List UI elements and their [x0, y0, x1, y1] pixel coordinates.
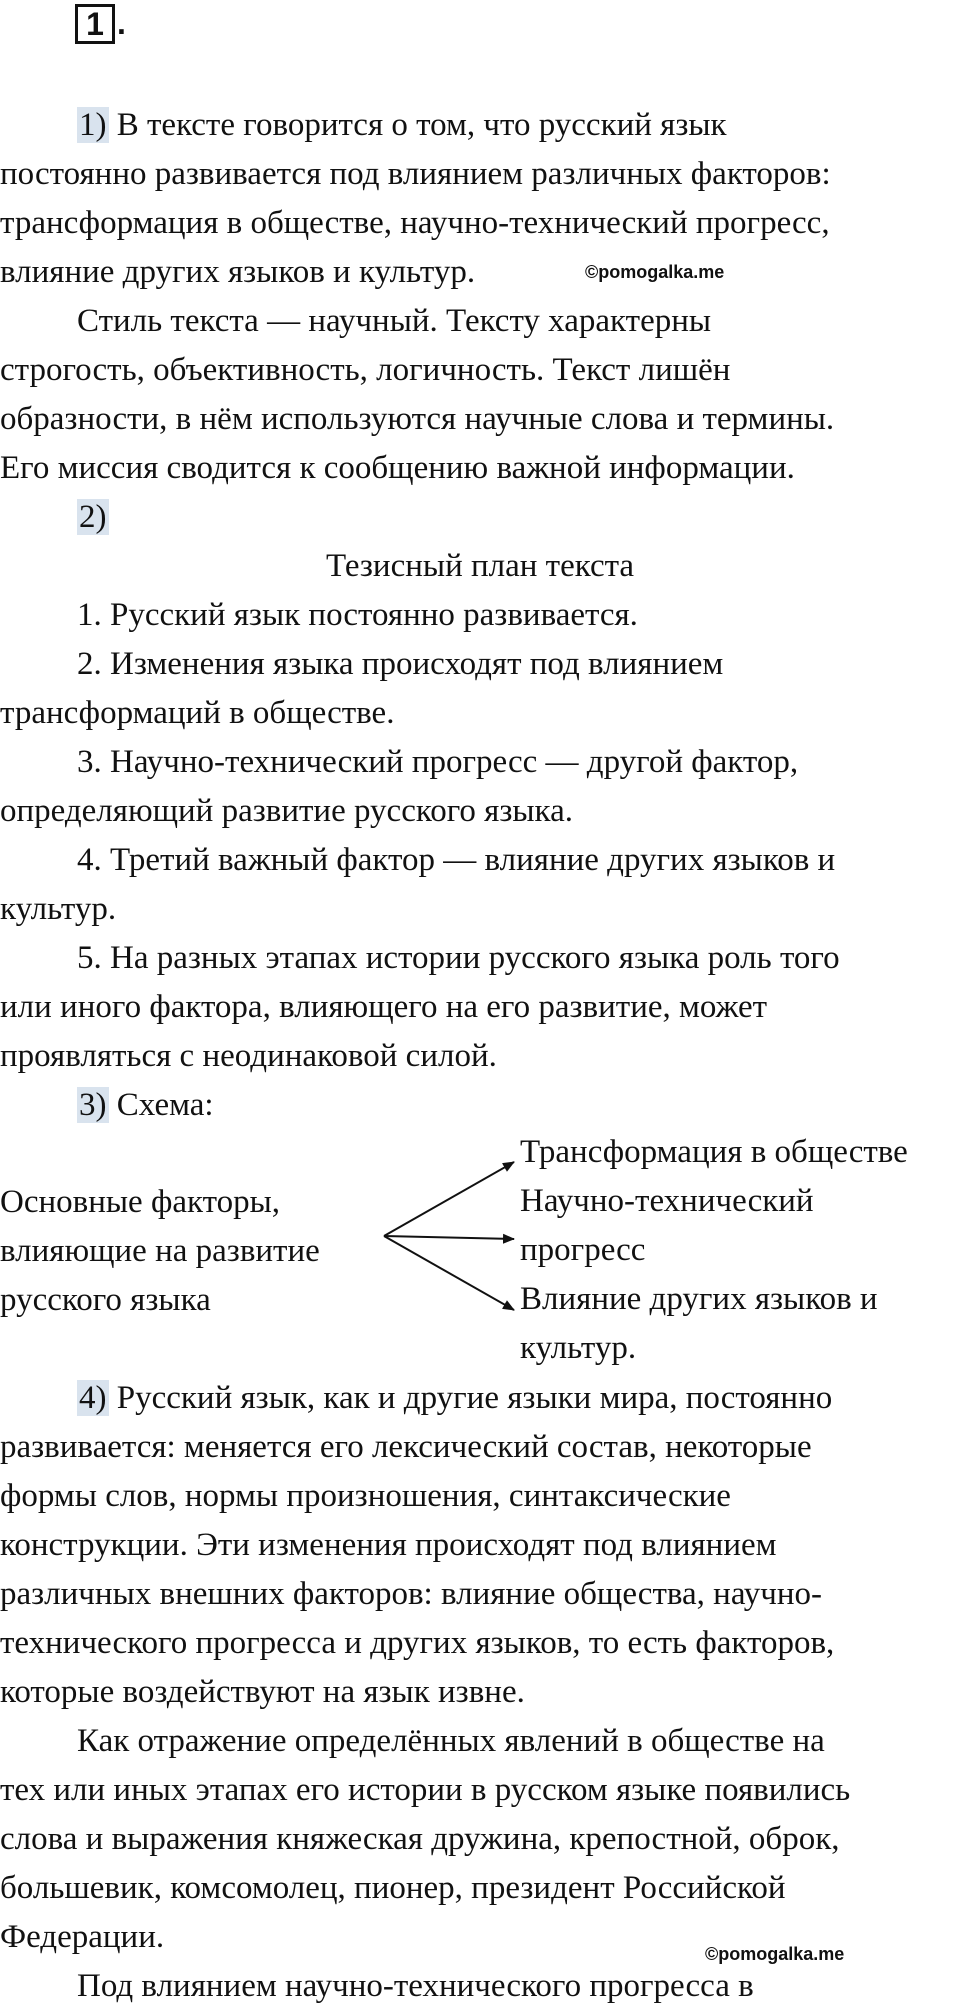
section-marker-4: 4) [79, 1380, 107, 1416]
text-line: технического прогресса и других языков, то есть факторов, [0, 1625, 835, 1661]
task-number: 1 [86, 6, 104, 42]
text-line: Его миссия сводится к сообщению важной информации. [0, 450, 795, 486]
task-number-box [75, 4, 115, 44]
text-line: Стиль текста — научный. Тексту характерны [77, 303, 712, 339]
text-line: 1) В тексте говорится о том, что русский язык [79, 107, 727, 143]
text-line: строгость, объективность, логичность. Текст лишён [0, 352, 731, 388]
text-line: различных внешних факторов: влияние общества, научно- [0, 1576, 823, 1612]
text-line: образности, в нём используются научные слова и термины. [0, 401, 835, 437]
scheme-target-line: прогресс [520, 1232, 646, 1268]
text-line [0, 1081, 960, 1130]
scheme-target-line: культур. [520, 1330, 637, 1366]
scheme [0, 1128, 960, 1373]
text-line: слова и выражения княжеская дружина, крепостной, оброк, [0, 1821, 840, 1857]
plan-item: 4. Третий важный фактор — влияние других языков и [77, 842, 836, 878]
section-marker-1: 1) [79, 107, 107, 143]
plan-item-cont: или иного фактора, влияющего на его развитие, может [0, 989, 768, 1025]
task-number-dot: . [117, 5, 126, 41]
plan-item: 1. Русский язык постоянно развивается. [77, 597, 638, 633]
scheme-source [0, 1178, 320, 1325]
text-line: влияние других языков и культур. [0, 254, 476, 290]
text-line: постоянно развивается под влиянием различных факторов: [0, 156, 831, 192]
scheme-source-line: русского языка [0, 1282, 211, 1318]
text-line: трансформация в обществе, научно-технический прогресс, [0, 205, 830, 241]
scheme-source-line: Основные факторы, [0, 1184, 280, 1220]
plan-title: Тезисный план текста [325, 548, 635, 584]
text-line: формы слов, нормы произношения, синтаксические [0, 1478, 731, 1514]
text-line: большевик, комсомолец, пионер, президент Российской [0, 1870, 786, 1906]
scheme-target-line: Влияние других языков и [520, 1281, 878, 1317]
section-4 [0, 1374, 960, 2011]
text-line: конструкции. Эти изменения происходят под влиянием [0, 1527, 777, 1563]
plan-item-cont: проявляться с неодинаковой силой. [0, 1038, 497, 1074]
text-line: которые воздействуют на язык извне. [0, 1674, 525, 1710]
plan-item: 3. Научно-технический прогресс — другой фактор, [77, 744, 799, 780]
text-line: Федерации. [0, 1919, 165, 1955]
plan-item-cont: трансформаций в обществе. [0, 695, 395, 731]
section-1 [0, 101, 960, 1130]
plan-item-cont: определяющий развитие русского языка. [0, 793, 573, 829]
scheme-targets [520, 1128, 908, 1373]
section-marker-2: 2) [79, 499, 107, 535]
watermark: ©pomogalka.me [705, 1944, 845, 1964]
plan-item-cont: культур. [0, 891, 117, 927]
text-line: Под влиянием научно-технического прогресса в [77, 1968, 754, 2004]
text-line: 4) Русский язык, как и другие языки мира, постоянно [79, 1380, 833, 1416]
plan-item: 2. Изменения языка происходят под влиянием [77, 646, 724, 682]
scheme-label: Схема: [116, 1087, 214, 1123]
scheme-target-line: Трансформация в обществе [520, 1134, 908, 1170]
arrow-3 [384, 1236, 514, 1310]
plan-item: 5. На разных этапах истории русского языка роль того [77, 940, 840, 976]
arrow-2 [384, 1236, 514, 1239]
text-line: развивается: меняется его лексический состав, некоторые [0, 1429, 812, 1465]
section-marker-3: 3) [79, 1087, 107, 1123]
text-line: тех или иных этапах его истории в русском языке появились [0, 1772, 851, 1808]
scheme-target-line: Научно-технический [520, 1183, 814, 1219]
scheme-source-line: влияющие на развитие [0, 1233, 320, 1269]
watermark: ©pomogalka.me [585, 262, 725, 282]
text-line [0, 493, 960, 542]
text-line: Как отражение определённых явлений в обществе на [77, 1723, 825, 1759]
arrow-1 [384, 1162, 514, 1236]
